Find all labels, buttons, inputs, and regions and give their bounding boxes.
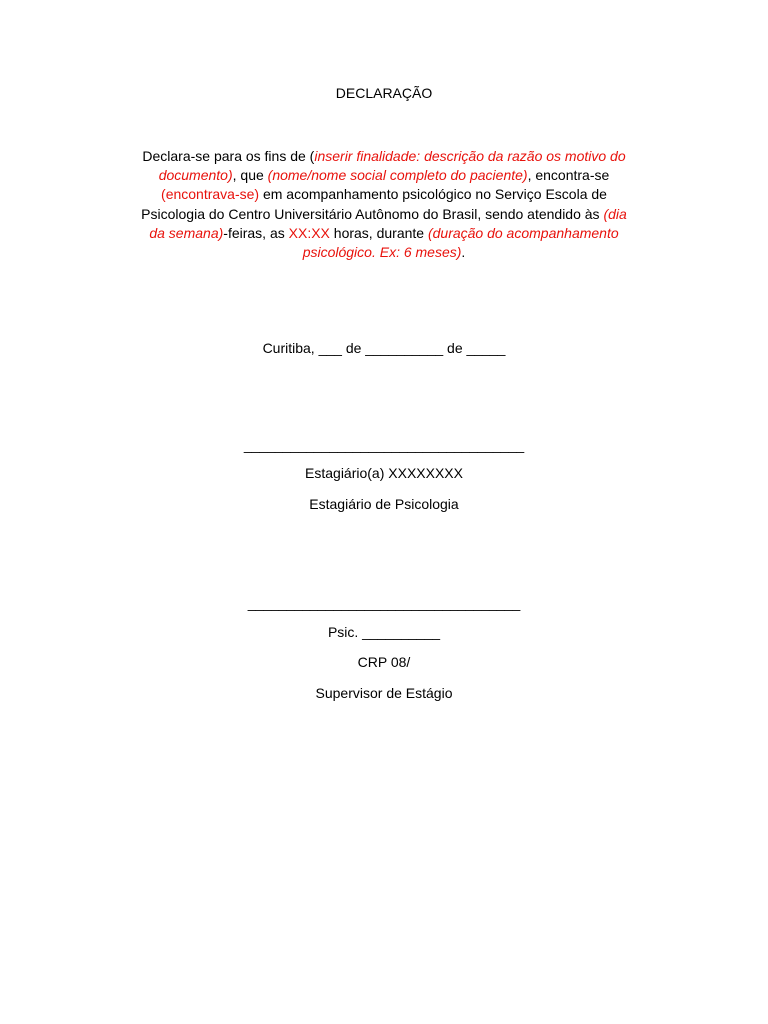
body-text: Declara-se para os fins de ( [142, 148, 315, 164]
declaration-paragraph-line-4 [0, 205, 768, 224]
supervisor-name: Psic. __________ [327, 624, 441, 640]
declaration-paragraph-line-3 [0, 185, 768, 204]
placeholder-purpose-end: documento) [158, 167, 233, 183]
supervisor-crp: CRP 08/ [357, 654, 411, 670]
declaration-paragraph-line-2 [0, 166, 768, 185]
placeholder-duration: (duração do acompanhamento [427, 225, 619, 241]
placeholder-patient-name: (nome/nome social completo do paciente) [267, 167, 528, 183]
body-text: -feiras, as [223, 225, 289, 241]
body-text: horas, durante [329, 225, 428, 241]
document-title: DECLARAÇÃO [335, 85, 433, 101]
declaration-paragraph-line-6 [0, 243, 768, 262]
supervisor-role: Supervisor de Estágio [315, 685, 453, 701]
body-text: , que [232, 167, 268, 183]
intern-role: Estagiário de Psicologia [309, 496, 459, 512]
body-text: Psicologia do Centro Universitário Autônomo do Brasil, sendo atendido às [141, 206, 604, 222]
intern-signature-line: ____________________________________ [243, 437, 525, 453]
body-text: em acompanhamento psicológico no Serviço Escola de [259, 186, 607, 202]
supervisor-signature-line: ___________________________________ [247, 595, 521, 611]
placeholder-weekday: (dia [603, 206, 627, 222]
body-text: , encontra-se [527, 167, 610, 183]
placeholder-duration-end: psicológico. Ex: 6 meses) [302, 244, 462, 260]
intern-name: Estagiário(a) XXXXXXXX [305, 465, 463, 481]
declaration-paragraph-line-1 [0, 147, 768, 166]
body-text: . [461, 244, 466, 260]
declaration-paragraph-line-5 [0, 224, 768, 243]
placeholder-time: XX:XX [288, 225, 330, 241]
placeholder-status: (encontrava-se) [161, 186, 260, 202]
date-line: Curitiba, ___ de __________ de _____ [262, 340, 506, 356]
placeholder-purpose: inserir finalidade: descrição da razão os motivo do [314, 148, 626, 164]
placeholder-weekday-end: da semana) [149, 225, 224, 241]
